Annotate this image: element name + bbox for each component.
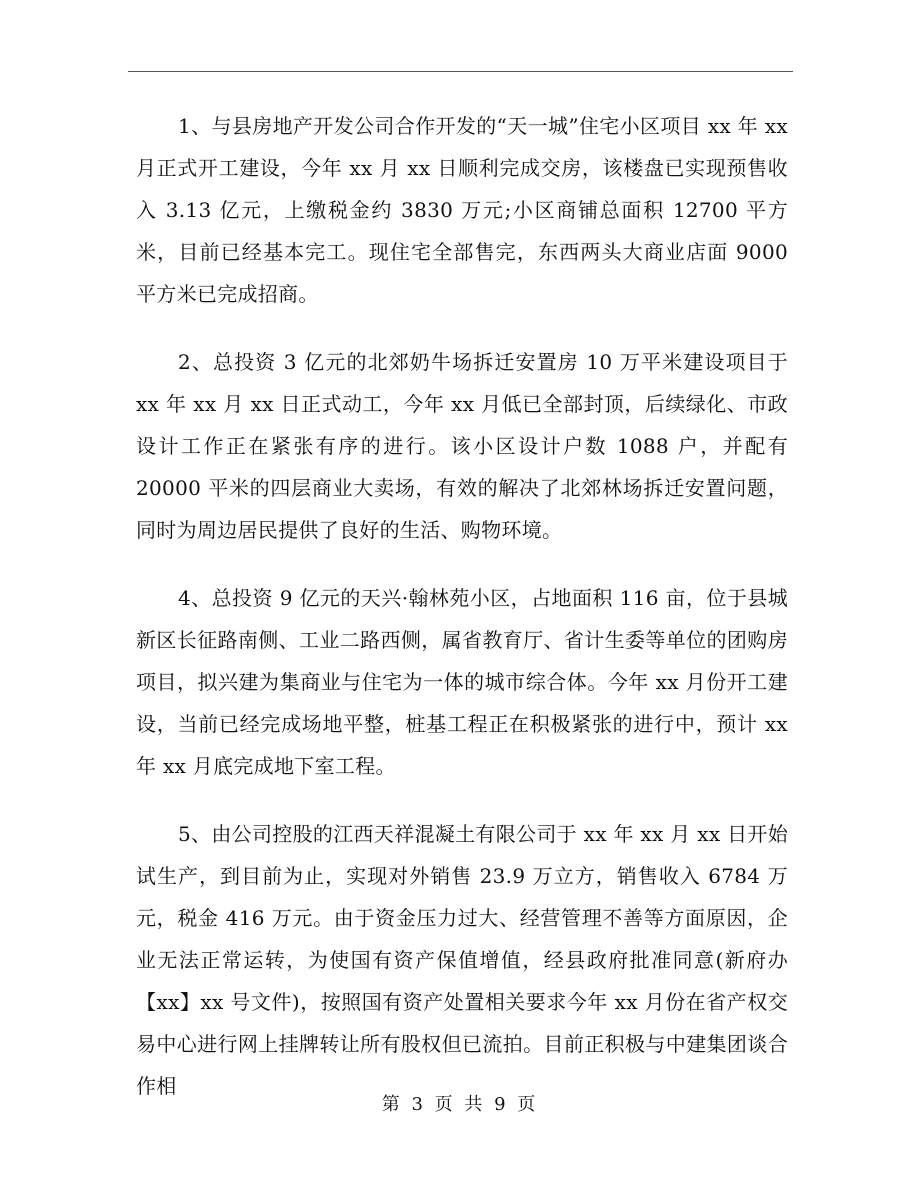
document-body: [136, 105, 788, 1133]
page-number-footer: 第 3 页 共 9 页: [381, 1094, 539, 1115]
paragraph-1: 1、与县房地产开发公司合作开发的“天一城”住宅小区项目 xx 年 xx 月正式开工建设，今年 xx 月 xx 日顺利完成交房，该楼盘已实现预售收入 3.13 亿元，上缴税金约 3830 万元;小区商铺总面积 12700 平方米，目前已经基本完工。现住宅全部售完，东西两头大商业店面 9000 平方米已完成招商。: [136, 114, 788, 306]
paragraph-2: 2、总投资 3 亿元的北郊奶牛场拆迁安置房 10 万平米建设项目于 xx 年 xx 月 xx 日正式动工，今年 xx 月低已全部封顶，后续绿化、市政设计工作正在紧张有序的进行。该小区设计户数 1088 户，并配有 20000 平米的四层商业大卖场，有效的解决了北郊林场拆迁安置问题，同时为周边居民提供了良好的生活、购物环境。: [136, 350, 788, 542]
paragraph-5: 5、由公司控股的江西天祥混凝土有限公司于 xx 年 xx 月 xx 日开始试生产，到目前为止，实现对外销售 23.9 万立方，销售收入 6784 万元，税金 416 万元。由于资金压力过大、经营管理不善等方面原因，企业无法正常运转，为使国有资产保值增值，经县政府批准同意(新府办【xx】xx 号文件)，按照国有资产处置相关要求今年 xx 月份在省产权交易中心进行网上挂牌转让所有股权但已流拍。目前正积极与中建集团谈合作相: [136, 822, 788, 1098]
header-rule: [128, 71, 793, 72]
paragraph-4: 4、总投资 9 亿元的天兴·翰林苑小区，占地面积 116 亩，位于县城新区长征路南侧、工业二路西侧，属省教育厅、省计生委等单位的团购房项目，拟兴建为集商业与住宅为一体的城市综合体。今年 xx 月份开工建设，当前已经完成场地平整，桩基工程正在积极紧张的进行中，预计 xx 年 xx 月底完成地下室工程。: [136, 586, 788, 778]
